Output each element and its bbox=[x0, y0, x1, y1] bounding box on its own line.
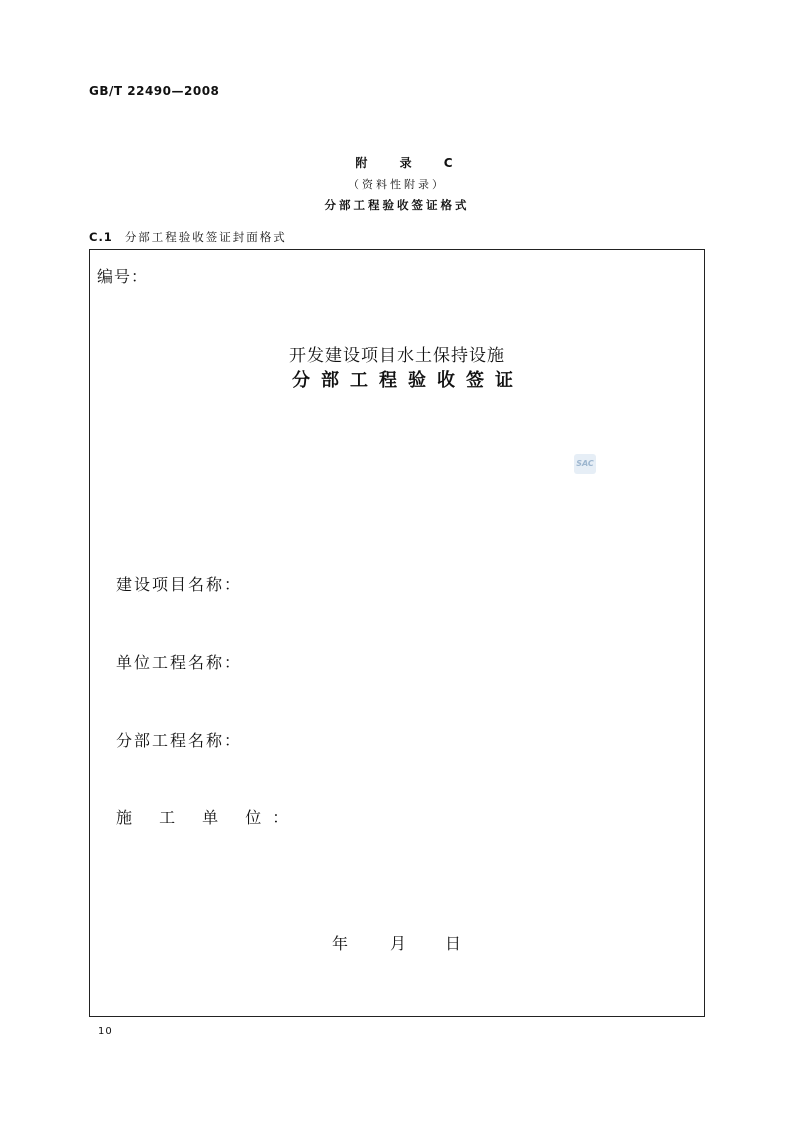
field-project-name: 建设项目名称： bbox=[116, 575, 243, 594]
appendix-title: 附 录 C bbox=[355, 156, 467, 170]
appendix-name: 分部工程验收签证格式 bbox=[324, 198, 470, 212]
appendix-subtitle: （资料性附录） bbox=[348, 178, 446, 191]
form-title-line2: 分部工程验收签证 bbox=[292, 370, 524, 391]
field-construction-unit: 施 工 单 位： bbox=[116, 808, 300, 827]
form-title-line1: 开发建设项目水土保持设施 bbox=[289, 346, 505, 366]
date-year: 年 bbox=[332, 934, 349, 953]
field-division-project-name: 分部工程名称： bbox=[116, 731, 243, 750]
date-month: 月 bbox=[390, 934, 407, 953]
field-unit-project-name: 单位工程名称： bbox=[116, 653, 243, 672]
page-number: 10 bbox=[98, 1026, 113, 1037]
section-heading bbox=[89, 229, 287, 245]
standard-number: GB/T 22490—2008 bbox=[89, 84, 220, 98]
sac-watermark-logo bbox=[574, 454, 596, 474]
sac-logo-text: SAC bbox=[576, 459, 594, 468]
code-label: 编号： bbox=[97, 267, 149, 286]
section-title: 分部工程验收签证封面格式 bbox=[124, 230, 287, 244]
section-number: C.1 bbox=[89, 230, 113, 244]
date-day: 日 bbox=[445, 934, 462, 953]
